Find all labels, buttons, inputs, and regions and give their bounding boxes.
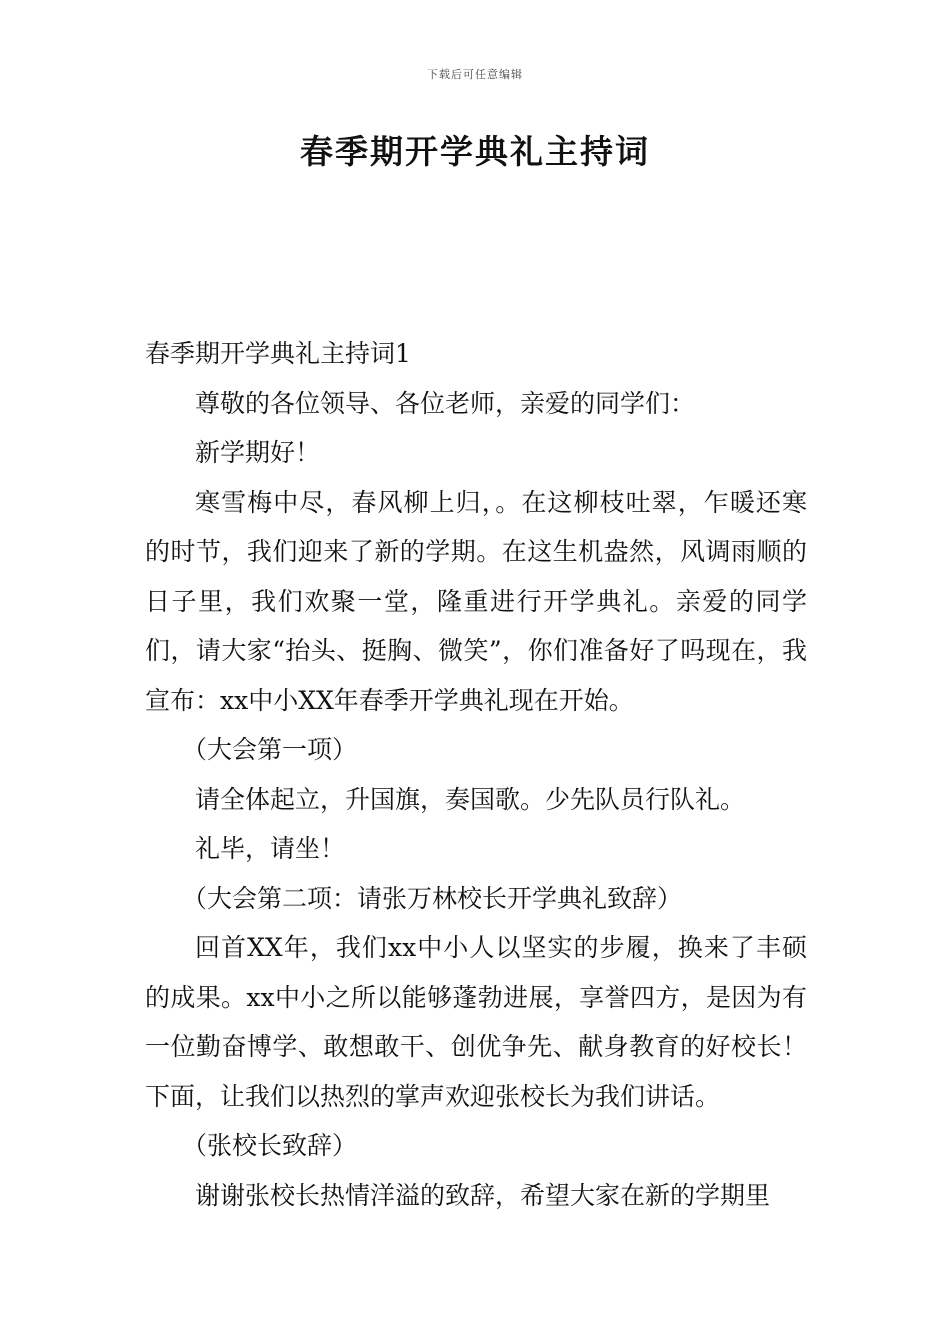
paragraph-item-one: （大会第一项）	[182, 735, 358, 764]
paragraph-opening: 寒雪梅中尽，春风柳上归，。在这柳枝吐翠，乍暖还寒的时节，我们迎来了新的学期。在这生机盎然，风调雨顺的日子里，我们欢聚一堂，隆重进行开学典礼。亲爱的同学们，请大家“抬头、挺胸、微笑”，你们准备好了吗现在，我宣布：xx中小XX年春季开学典礼现在开始。	[145, 487, 807, 715]
header-note: 下载后可任意编辑	[427, 68, 523, 81]
document-title: 春季期开学典礼主持词	[300, 132, 650, 171]
document-body	[145, 329, 807, 1220]
paragraph-item-two: （大会第二项：请张万林校长开学典礼致辞）	[182, 883, 683, 913]
section-heading: 春季期开学典礼主持词1	[145, 339, 411, 368]
paragraph-be-seated: 礼毕，请坐！	[195, 834, 346, 863]
paragraph-thanks: 谢谢张校长热情洋溢的致辞，希望大家在新的学期里	[195, 1180, 771, 1210]
paragraph-greeting: 尊敬的各位领导、各位老师，亲爱的同学们：	[195, 388, 696, 418]
paragraph-new-term: 新学期好！	[195, 438, 321, 467]
paragraph-flag-ceremony: 请全体起立，升国旗，奏国歌。少先队员行队礼。	[195, 784, 746, 814]
paragraph-principal-speech: （张校长致辞）	[182, 1131, 358, 1160]
paragraph-review: 回首XX年，我们xx中小人以坚实的步履，换来了丰硕的成果。xx中小之所以能够蓬勃进展，享誉四方，是因为有一位勤奋博学、敢想敢干、创优争先、献身教育的好校长！下面，让我们以热烈的掌声欢迎张校长为我们讲话。	[145, 933, 807, 1111]
